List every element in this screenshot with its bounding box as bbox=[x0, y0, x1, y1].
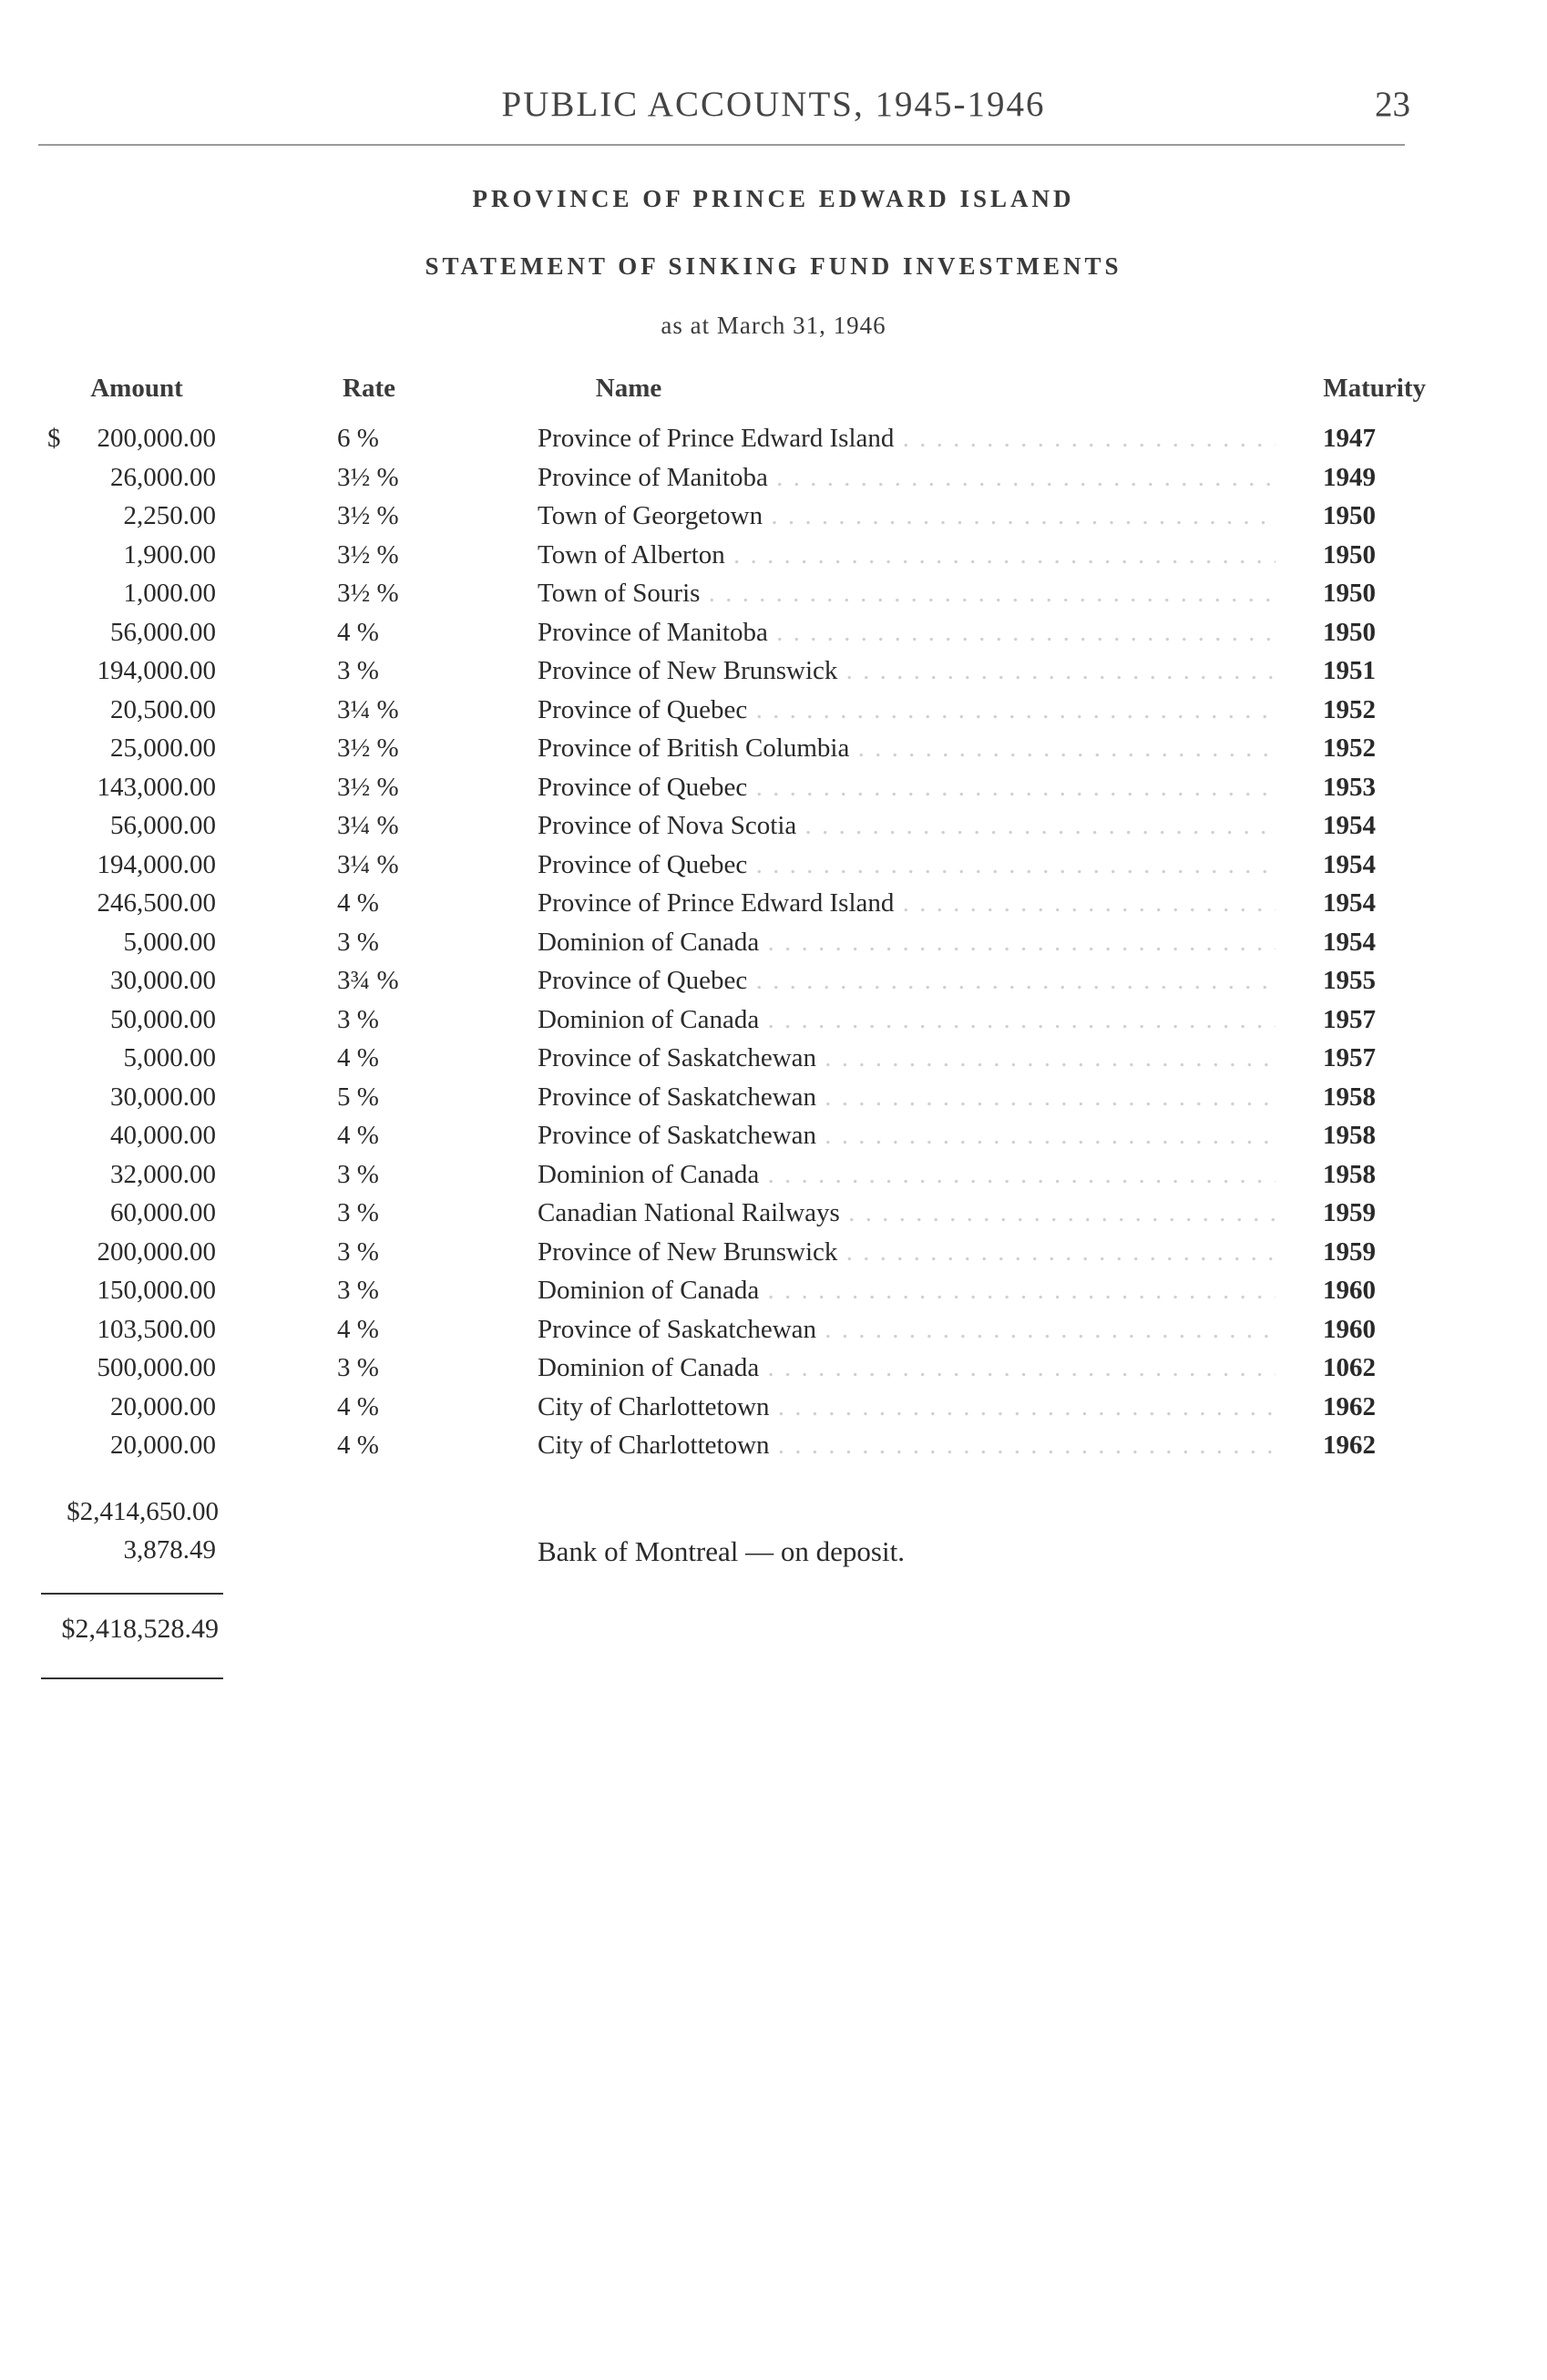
table-row bbox=[0, 1155, 1547, 1195]
cell-rate: 3 % bbox=[337, 1159, 379, 1189]
cell-rate: 4 % bbox=[337, 1431, 379, 1460]
column-header-amount: Amount bbox=[90, 374, 183, 403]
cell-rate: 3 % bbox=[337, 1353, 379, 1382]
cell-name: Province of Manitoba . . . bbox=[538, 458, 1276, 497]
cell-name: Province of Prince Edward Island . . . bbox=[538, 884, 1276, 922]
page-number: 23 bbox=[1375, 85, 1410, 124]
cell-maturity: 1952 bbox=[1323, 694, 1376, 724]
table-row bbox=[0, 651, 1547, 691]
cell-amount: 143,000.00 bbox=[97, 772, 216, 802]
cell-maturity: 1954 bbox=[1323, 927, 1376, 957]
cell-maturity: 1954 bbox=[1323, 849, 1376, 879]
table-row bbox=[0, 574, 1547, 613]
table-row bbox=[0, 768, 1547, 807]
cell-name: City of Charlottetown . . . bbox=[538, 1426, 1276, 1464]
column-header-maturity: Maturity bbox=[1323, 374, 1426, 403]
table-row bbox=[0, 1310, 1547, 1349]
cell-name: City of Charlottetown . . . bbox=[538, 1388, 1276, 1426]
cell-name: Province of Saskatchewan . . . bbox=[538, 1039, 1276, 1077]
cell-rate: 3 % bbox=[337, 656, 379, 685]
table-row bbox=[0, 497, 1547, 536]
cell-rate: 4 % bbox=[337, 1391, 379, 1421]
cell-amount: 60,000.00 bbox=[110, 1198, 216, 1227]
column-header-name: Name bbox=[595, 374, 662, 403]
cell-maturity: 1962 bbox=[1323, 1431, 1376, 1460]
cell-maturity: 1062 bbox=[1323, 1353, 1376, 1382]
table-row bbox=[0, 1194, 1547, 1233]
cell-name: Province of Quebec . . . bbox=[538, 691, 1276, 729]
cell-name: Province of Quebec . . . bbox=[538, 961, 1276, 1000]
cell-amount: 32,000.00 bbox=[110, 1159, 216, 1189]
cell-maturity: 1962 bbox=[1323, 1391, 1376, 1421]
cell-amount: 40,000.00 bbox=[110, 1121, 216, 1150]
table-row bbox=[0, 846, 1547, 885]
cell-maturity: 1957 bbox=[1323, 1043, 1376, 1072]
cell-name: Province of Manitoba . . . bbox=[538, 613, 1276, 651]
cell-amount: 5,000.00 bbox=[123, 1043, 216, 1072]
cell-maturity: 1953 bbox=[1323, 772, 1376, 802]
cell-maturity: 1952 bbox=[1323, 733, 1376, 763]
cell-name: Province of Saskatchewan . . . bbox=[538, 1078, 1276, 1116]
table-row bbox=[0, 536, 1547, 575]
table-row bbox=[0, 1233, 1547, 1272]
table-row bbox=[0, 961, 1547, 1000]
cell-name: Dominion of Canada . . . bbox=[538, 1155, 1276, 1194]
cell-amount: 194,000.00 bbox=[97, 849, 216, 879]
table-row bbox=[0, 1388, 1547, 1427]
table-row bbox=[0, 729, 1547, 768]
statement-title: STATEMENT OF SINKING FUND INVESTMENTS bbox=[425, 252, 1122, 280]
cell-amount: 2,250.00 bbox=[123, 501, 216, 530]
table-row bbox=[0, 458, 1547, 498]
cell-maturity: 1950 bbox=[1323, 579, 1376, 608]
cell-rate: 3 % bbox=[337, 1198, 379, 1227]
cell-name: Dominion of Canada . . . bbox=[538, 1271, 1276, 1309]
cell-maturity: 1959 bbox=[1323, 1198, 1376, 1227]
table-row bbox=[0, 1078, 1547, 1117]
cell-rate: 3¾ % bbox=[337, 966, 399, 995]
cell-maturity: 1947 bbox=[1323, 424, 1376, 453]
header-rule bbox=[38, 144, 1405, 146]
cell-rate: 3½ % bbox=[337, 539, 399, 569]
grand-total-amount: $2,418,528.49 bbox=[61, 1614, 219, 1644]
total-rule-upper bbox=[41, 1593, 223, 1595]
cell-amount: 194,000.00 bbox=[97, 656, 216, 685]
cell-name: Province of Saskatchewan . . . bbox=[538, 1116, 1276, 1154]
cell-name: Province of Quebec . . . bbox=[538, 846, 1276, 884]
cell-maturity: 1958 bbox=[1323, 1121, 1376, 1150]
cell-name: Province of Nova Scotia . . . bbox=[538, 806, 1276, 845]
cell-rate: 4 % bbox=[337, 1314, 379, 1344]
cell-rate: 4 % bbox=[337, 1121, 379, 1150]
table-row bbox=[0, 691, 1547, 730]
cell-amount: 200,000.00 bbox=[97, 1236, 216, 1267]
cell-name: Town of Alberton . . . bbox=[538, 536, 1276, 574]
cell-name: Dominion of Canada . . . bbox=[538, 923, 1276, 961]
cell-maturity: 1955 bbox=[1323, 966, 1376, 995]
cell-name: Dominion of Canada . . . bbox=[538, 1000, 1276, 1039]
statement-date: as at March 31, 1946 bbox=[661, 312, 886, 339]
cell-maturity: 1951 bbox=[1323, 656, 1376, 685]
cell-rate: 4 % bbox=[337, 617, 379, 647]
cell-name: Province of Quebec . . . bbox=[538, 768, 1276, 806]
cell-name: Town of Souris . . . bbox=[538, 574, 1276, 612]
cell-maturity: 1960 bbox=[1323, 1276, 1376, 1305]
cell-rate: 3 % bbox=[337, 1236, 379, 1267]
subtotal-amount: $2,414,650.00 bbox=[67, 1497, 219, 1526]
cell-amount: 20,500.00 bbox=[110, 694, 216, 724]
cell-maturity: 1950 bbox=[1323, 501, 1376, 530]
cell-rate: 3½ % bbox=[337, 501, 399, 530]
cell-rate: 3 % bbox=[337, 1004, 379, 1034]
total-rule-lower bbox=[41, 1677, 223, 1679]
cell-rate: 3½ % bbox=[337, 733, 399, 763]
cell-maturity: 1958 bbox=[1323, 1159, 1376, 1189]
cell-amount: 150,000.00 bbox=[97, 1276, 216, 1305]
cell-name: Province of New Brunswick . . . bbox=[538, 1233, 1276, 1271]
cell-amount: 500,000.00 bbox=[97, 1353, 216, 1382]
cell-rate: 3½ % bbox=[337, 462, 399, 492]
table-row bbox=[0, 923, 1547, 962]
cell-maturity: 1950 bbox=[1323, 617, 1376, 647]
cell-rate: 3½ % bbox=[337, 772, 399, 802]
cell-rate: 4 % bbox=[337, 1043, 379, 1072]
table-row bbox=[0, 1426, 1547, 1465]
currency-symbol: $ bbox=[47, 424, 61, 453]
cell-name: Province of Prince Edward Island . . . bbox=[538, 419, 1276, 457]
cell-amount: 30,000.00 bbox=[110, 1082, 216, 1112]
cell-name: Province of Saskatchewan . . . bbox=[538, 1310, 1276, 1349]
cell-amount: 20,000.00 bbox=[110, 1431, 216, 1460]
table-row bbox=[0, 1349, 1547, 1388]
cell-amount: 30,000.00 bbox=[110, 966, 216, 995]
cell-maturity: 1960 bbox=[1323, 1314, 1376, 1344]
cell-maturity: 1959 bbox=[1323, 1236, 1376, 1267]
cell-name: Province of New Brunswick . . . bbox=[538, 651, 1276, 690]
cell-amount: 50,000.00 bbox=[110, 1004, 216, 1034]
cell-amount: 5,000.00 bbox=[123, 927, 216, 957]
cell-rate: 3¼ % bbox=[337, 694, 399, 724]
cell-rate: 3½ % bbox=[337, 579, 399, 608]
cell-rate: 3¼ % bbox=[337, 849, 399, 879]
cell-rate: 3 % bbox=[337, 1276, 379, 1305]
deposit-note: Bank of Montreal — on deposit. bbox=[538, 1535, 905, 1567]
table-row bbox=[0, 1271, 1547, 1310]
cell-maturity: 1949 bbox=[1323, 462, 1376, 492]
table-row bbox=[0, 1000, 1547, 1040]
cell-name: Province of British Columbia . . . bbox=[538, 729, 1276, 767]
cell-rate: 3¼ % bbox=[337, 811, 399, 840]
table-row bbox=[0, 806, 1547, 846]
investments-table bbox=[0, 419, 1547, 1465]
column-header-rate: Rate bbox=[343, 374, 395, 403]
cell-amount: 1,000.00 bbox=[123, 579, 216, 608]
cell-maturity: 1957 bbox=[1323, 1004, 1376, 1034]
cell-amount: 56,000.00 bbox=[110, 617, 216, 647]
cell-maturity: 1954 bbox=[1323, 811, 1376, 840]
table-row bbox=[0, 1039, 1547, 1078]
cell-amount: 103,500.00 bbox=[97, 1314, 216, 1344]
cell-amount: 200,000.00 bbox=[97, 424, 216, 453]
cell-amount: 26,000.00 bbox=[110, 462, 216, 492]
cell-maturity: 1950 bbox=[1323, 539, 1376, 569]
cell-name: Dominion of Canada . . . bbox=[538, 1349, 1276, 1387]
table-row bbox=[0, 613, 1547, 652]
cell-maturity: 1958 bbox=[1323, 1082, 1376, 1112]
cell-name: Canadian National Railways . . . bbox=[538, 1194, 1276, 1232]
cell-amount: 56,000.00 bbox=[110, 811, 216, 840]
cell-name: Town of Georgetown . . . bbox=[538, 497, 1276, 535]
table-row bbox=[0, 419, 1547, 458]
cell-rate: 6 % bbox=[337, 424, 379, 453]
cell-amount: 25,000.00 bbox=[110, 733, 216, 763]
cell-amount: 20,000.00 bbox=[110, 1391, 216, 1421]
cell-rate: 4 % bbox=[337, 888, 379, 918]
deposit-amount: 3,878.49 bbox=[123, 1535, 216, 1564]
cell-rate: 3 % bbox=[337, 927, 379, 957]
cell-amount: 1,900.00 bbox=[123, 539, 216, 569]
statement-title-province: PROVINCE OF PRINCE EDWARD ISLAND bbox=[472, 185, 1075, 212]
cell-maturity: 1954 bbox=[1323, 888, 1376, 918]
running-title: PUBLIC ACCOUNTS, 1945-1946 bbox=[501, 85, 1046, 124]
cell-amount: 246,500.00 bbox=[97, 888, 216, 918]
cell-rate: 5 % bbox=[337, 1082, 379, 1112]
table-row bbox=[0, 1116, 1547, 1155]
table-row bbox=[0, 884, 1547, 923]
